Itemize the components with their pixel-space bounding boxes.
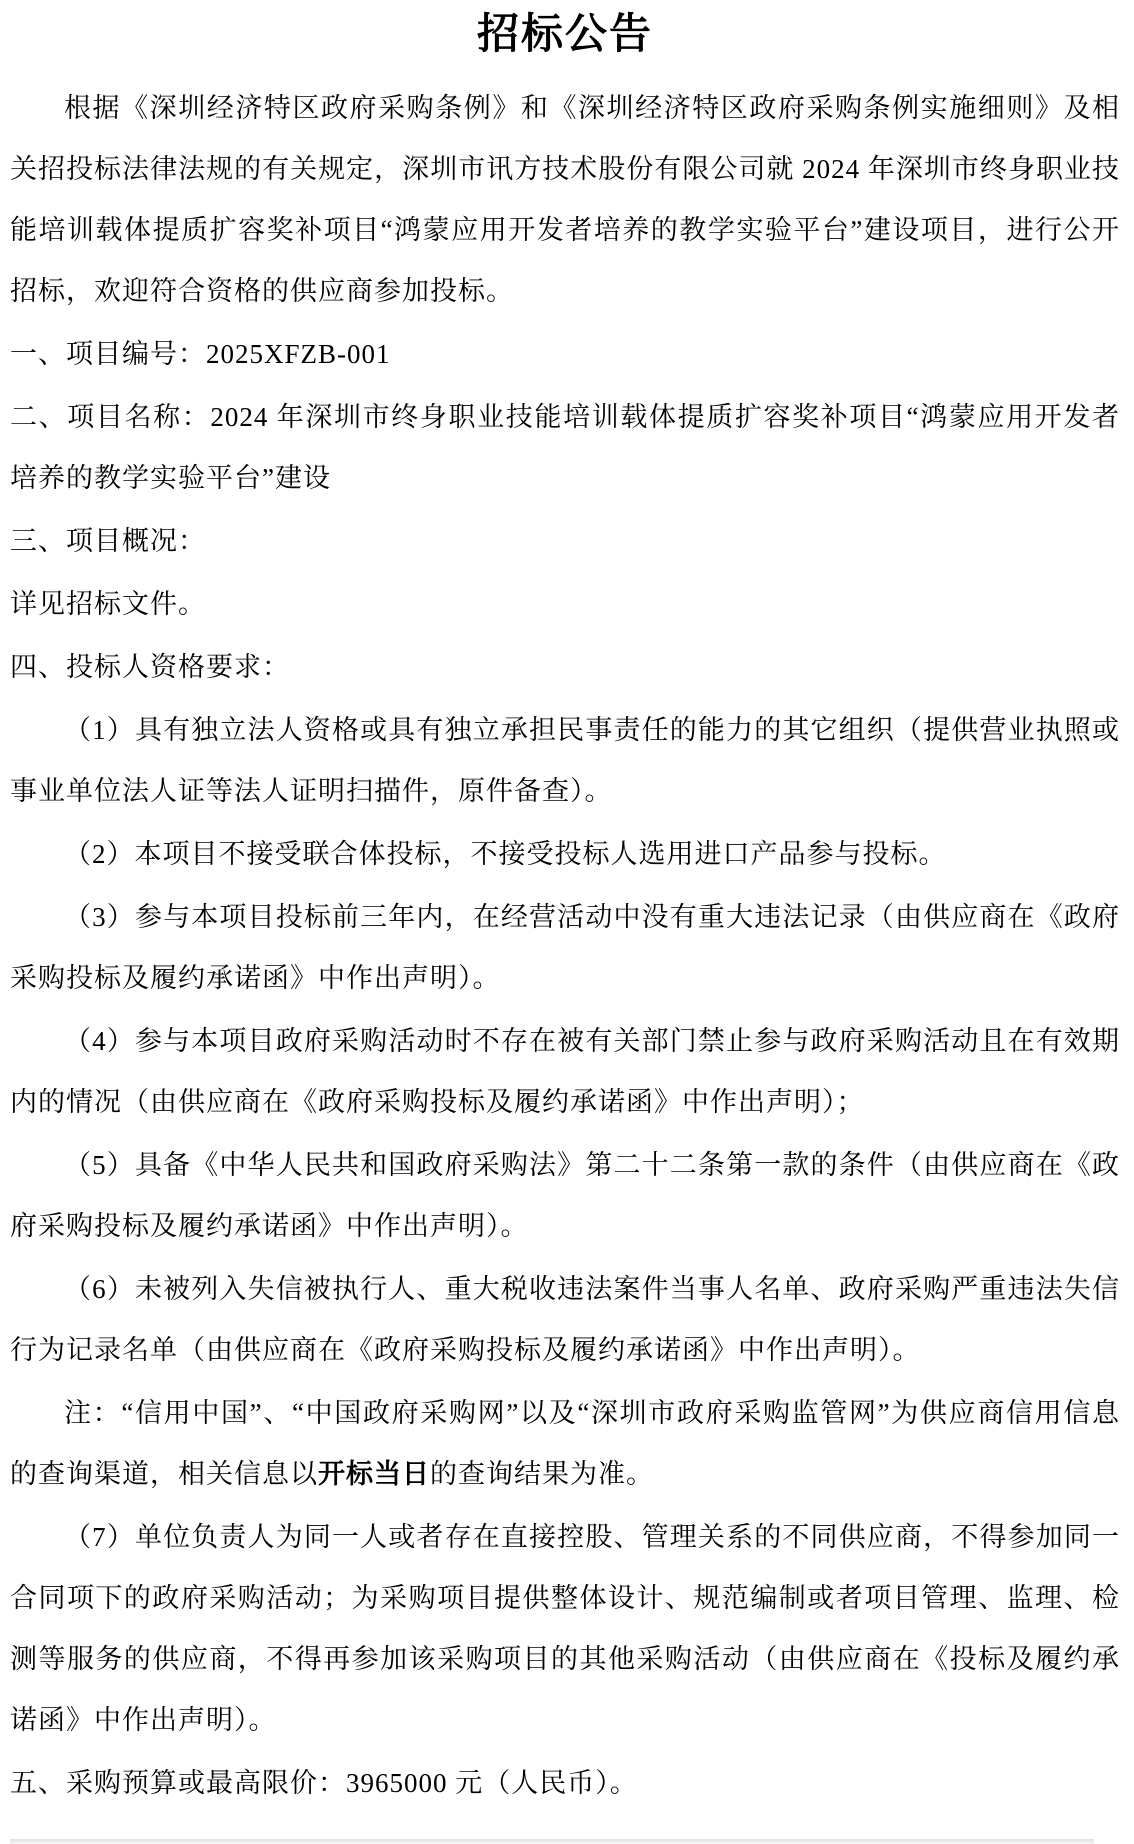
item-project-number: 一、项目编号：2025XFZB-001	[10, 339, 391, 369]
item-project-overview-heading: 三、项目概况：	[10, 526, 206, 556]
qualification-item-3: （3）参与本项目投标前三年内，在经营活动中没有重大违法记录（由供应商在《政府采购投标及履约承诺函》中作出声明）。	[10, 902, 1120, 993]
qualification-item-4: （4）参与本项目政府采购活动时不存在被有关部门禁止参与政府采购活动且在有效期内的情况（由供应商在《政府采购投标及履约承诺函》中作出声明）；	[10, 1026, 1120, 1117]
qualification-item-5: （5）具备《中华人民共和国政府采购法》第二十二条第一款的条件（由供应商在《政府采购投标及履约承诺函》中作出声明）。	[10, 1150, 1120, 1241]
document-title: 招标公告	[476, 12, 653, 58]
qualification-item-7: （7）单位负责人为同一人或者存在直接控股、管理关系的不同供应商，不得参加同一合同项下的政府采购活动；为采购项目提供整体设计、规范编制或者项目管理、监理、检测等服务的供应商，不得再参加该采购项目的其他采购活动（由供应商在《投标及履约承诺函》中作出声明）。	[10, 1522, 1120, 1735]
item-project-overview-body: 详见招标文件。	[10, 589, 206, 619]
credit-note-prefix: 注：“信用中国”、“中国政府采购网”以及“深圳市政府采购监管网”为供应商信用信息的查询渠道，相关信息以	[10, 1398, 1120, 1489]
qualification-item-6: （6）未被列入失信被执行人、重大税收违法案件当事人名单、政府采购严重违法失信行为记录名单（由供应商在《政府采购投标及履约承诺函》中作出声明）。	[10, 1274, 1120, 1365]
cut-off-next-line	[10, 1839, 1094, 1844]
credit-note	[10, 1383, 1120, 1505]
item-project-name: 二、项目名称：2024 年深圳市终身职业技能培训载体提质扩容奖补项目“鸿蒙应用开发者培养的教学实验平台”建设	[10, 402, 1120, 493]
item-qualification-heading: 四、投标人资格要求：	[10, 652, 290, 682]
qualification-item-1: （1）具有独立法人资格或具有独立承担民事责任的能力的其它组织（提供营业执照或事业单位法人证等法人证明扫描件，原件备查）。	[10, 715, 1120, 806]
qualification-item-2: （2）本项目不接受联合体投标，不接受投标人选用进口产品参与投标。	[64, 839, 947, 869]
item-budget: 五、采购预算或最高限价：3965000 元（人民币）。	[10, 1768, 638, 1798]
paragraph-intro: 根据《深圳经济特区政府采购条例》和《深圳经济特区政府采购条例实施细则》及相关招投标法律法规的有关规定，深圳市讯方技术股份有限公司就 2024 年深圳市终身职业技能培训载体提质扩容奖补项目“鸿蒙应用开发者培养的教学实验平台”建设项目，进行公开招标，欢迎符合资格的供应商参加投标。	[10, 93, 1120, 306]
credit-note-bold-phrase: 开标当日	[318, 1459, 430, 1489]
credit-note-suffix: 的查询结果为准。	[430, 1459, 654, 1489]
